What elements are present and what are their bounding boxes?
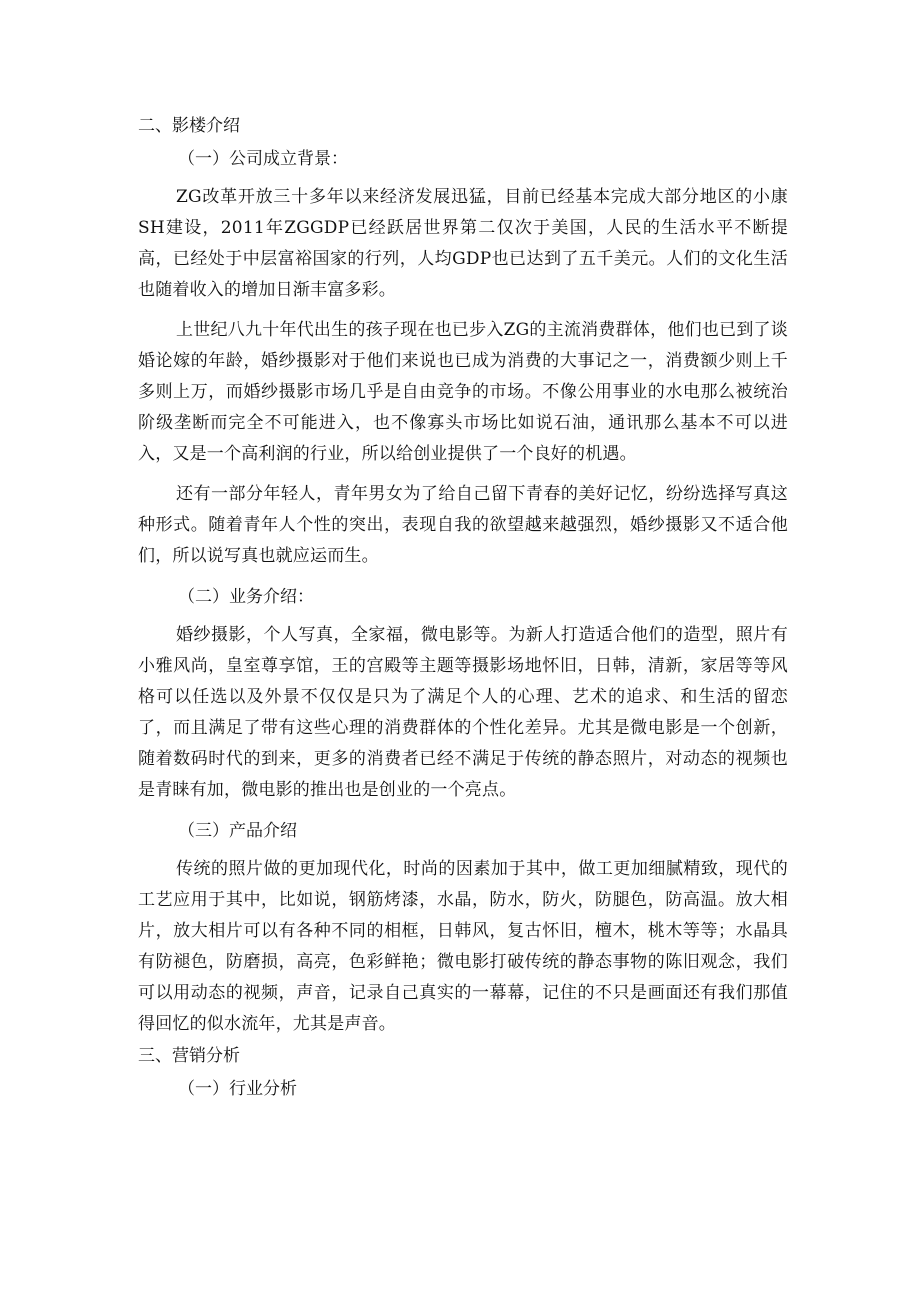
subheading-business-intro: （二）业务介绍： [178, 587, 314, 607]
document-body [138, 110, 788, 1106]
paragraph-consumer-group: 上世纪八九十年代出生的孩子现在也已步入ZG的主流消费群体，他们也已到了谈婚论嫁的年龄，婚纱摄影对于他们来说也已成为消费的大事记之一，消费额少则上千多则上万，而婚纱摄影市场几乎是自由竞争的市场。不像公用事业的水电那么被统治阶级垄断而完全不可能进入，也不像寡头市场比如说石油，通讯那么基本不可以进入，又是一个高利润的行业，所以给创业提供了一个良好的机遇。 [138, 320, 788, 464]
paragraph-business-details: 婚纱摄影，个人写真，全家福，微电影等。为新人打造适合他们的造型，照片有小雅风尚，皇室尊享馆，王的宫殿等主题等摄影场地怀旧，日韩，清新，家居等等风格可以任选以及外景不仅仅是只为了满足个人的心理、艺术的追求、和生活的留恋了，而且满足了带有这些心理的消费群体的个性化差异。尤其是微电影是一个创新，随着数码时代的到来，更多的消费者已经不满足于传统的静态照片，对动态的视频也是青睐有加，微电影的推出也是创业的一个亮点。 [138, 625, 788, 800]
paragraph-young-people: 还有一部分年轻人，青年男女为了给自己留下青春的美好记忆，纷纷选择写真这种形式。随着青年人个性的突出，表现自我的欲望越来越强烈，婚纱摄影又不适合他们，所以说写真也就应运而生。 [138, 484, 788, 566]
section-heading-marketing-analysis: 三、营销分析 [138, 1046, 240, 1066]
section-heading-studio-intro: 二、影楼介绍 [138, 116, 240, 136]
subheading-product-intro: （三）产品介绍 [178, 821, 297, 841]
paragraph-economic-background: ZG改革开放三十多年以来经济发展迅猛，目前已经基本完成大部分地区的小康SH建设，2011年ZGGDP已经跃居世界第二仅次于美国，人民的生活水平不断提高，已经处于中层富裕国家的行列，人均GDP也已达到了五千美元。人们的文化生活也随着收入的增加日渐丰富多彩。 [138, 187, 788, 300]
subheading-company-background: （一）公司成立背景： [178, 149, 348, 169]
subheading-industry-analysis: （一）行业分析 [178, 1079, 297, 1099]
paragraph-product-details: 传统的照片做的更加现代化，时尚的因素加于其中，做工更加细腻精致，现代的工艺应用于其中，比如说，钢筋烤漆，水晶，防水，防火，防腿色，防高温。放大相片，放大相片可以有各种不同的相框，日韩风，复古怀旧，檀木，桃木等等；水晶具有防褪色，防磨损，高亮，色彩鲜艳；微电影打破传统的静态事物的陈旧观念，我们可以用动态的视频，声音，记录自己真实的一幕幕，记住的不只是画面还有我们那值得回忆的似水流年，尤其是声音。 [138, 859, 788, 1034]
